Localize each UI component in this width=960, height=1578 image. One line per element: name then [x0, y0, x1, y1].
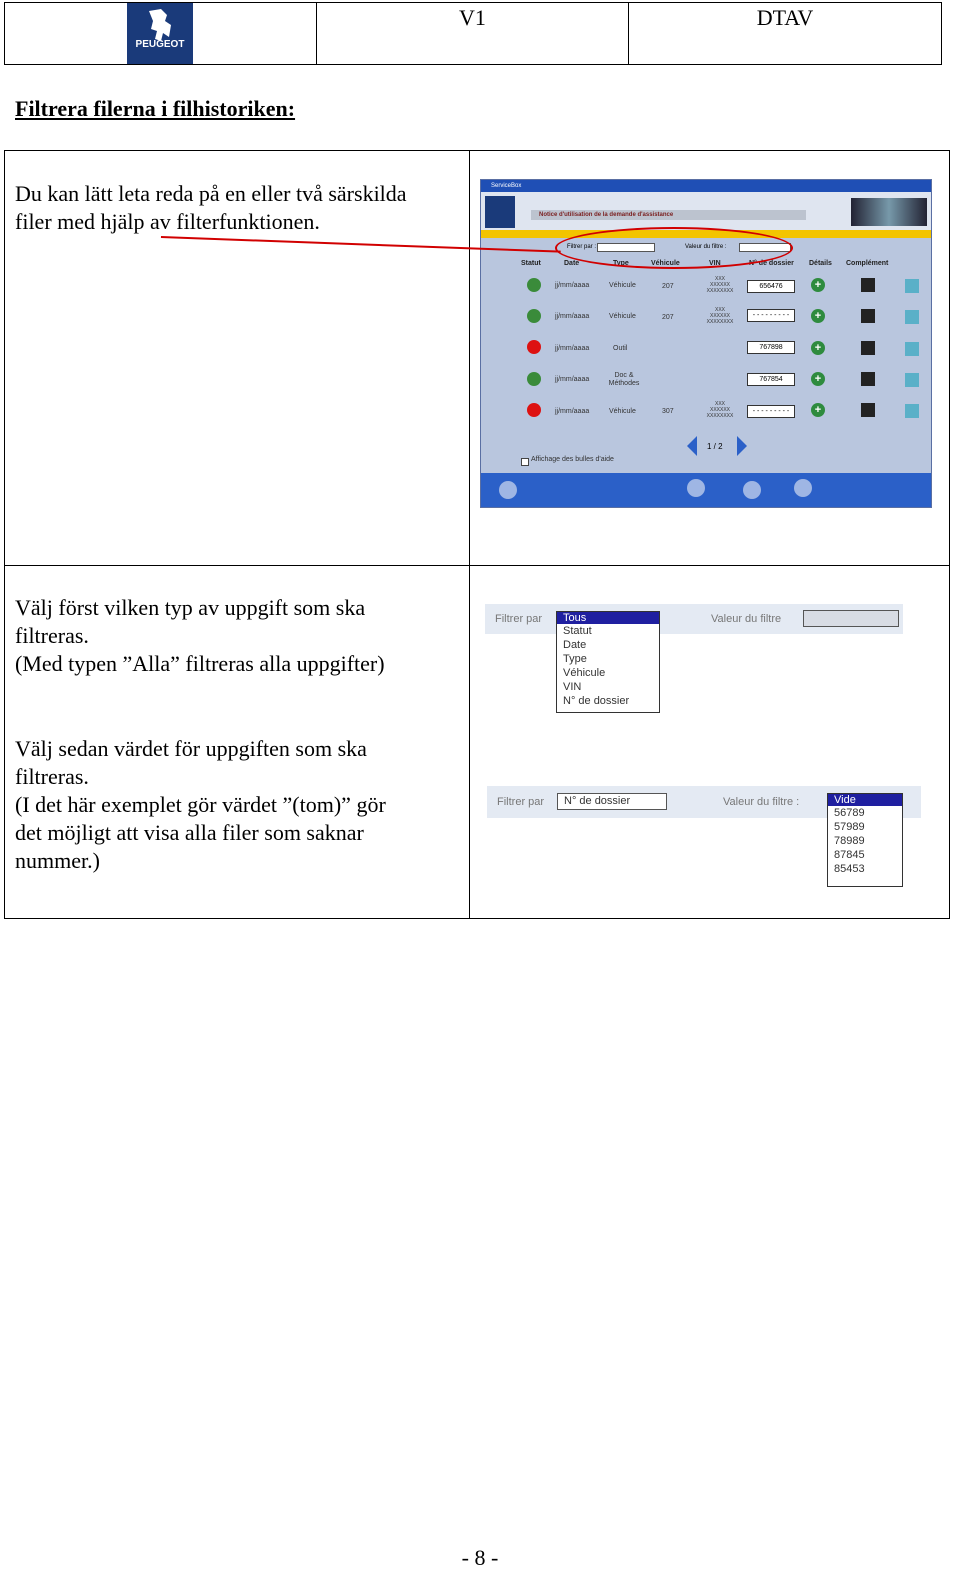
dropdown-option[interactable]: 87845 — [834, 849, 865, 861]
row-date: jj/mm/aaaa — [555, 408, 590, 415]
details-plus-icon[interactable]: + — [811, 278, 825, 292]
refresh-icon[interactable] — [905, 279, 919, 293]
row-type: Véhicule — [609, 282, 636, 289]
filter-value-label: Valeur du filtre — [711, 613, 782, 625]
app-footer — [481, 473, 931, 507]
col-dossier: N° de dossier — [749, 260, 794, 267]
row-dossier[interactable]: 767898 — [747, 341, 795, 354]
row-date: jj/mm/aaaa — [555, 345, 590, 352]
status-ok-icon — [527, 309, 541, 323]
col-vin: VIN — [709, 260, 721, 267]
refresh-icon[interactable] — [905, 404, 919, 418]
row-date: jj/mm/aaaa — [555, 282, 590, 289]
dropdown-option[interactable]: 78989 — [834, 835, 865, 847]
row-dossier[interactable]: 767854 — [747, 373, 795, 386]
page-indicator: 1 / 2 — [707, 442, 723, 451]
camera-icon[interactable] — [861, 278, 875, 292]
dropdown-option[interactable]: N° de dossier — [563, 695, 630, 707]
row-date: jj/mm/aaaa — [555, 376, 590, 383]
dropdown-selected[interactable]: Vide — [828, 794, 902, 806]
help-checkbox[interactable] — [521, 458, 529, 466]
department-cell: DTAV — [756, 5, 814, 30]
details-plus-icon[interactable]: + — [811, 372, 825, 386]
dropdown-option[interactable]: Statut — [563, 625, 592, 637]
row-vehicle: 207 — [662, 283, 674, 290]
row-dossier[interactable]: - - - - - - - - - — [747, 309, 795, 322]
filter-label: Filtrer par : — [567, 244, 597, 250]
row-type: Véhicule — [609, 408, 636, 415]
header-table — [4, 2, 942, 65]
camera-icon[interactable] — [861, 372, 875, 386]
row-dossier[interactable]: - - - - - - - - - — [747, 405, 795, 418]
details-plus-icon[interactable]: + — [811, 403, 825, 417]
status-alert-icon — [527, 403, 541, 417]
version-cell: V1 — [317, 3, 629, 64]
filter-value-dropdown[interactable] — [827, 793, 903, 887]
banner-image — [851, 198, 927, 226]
filter-value-label: Valeur du filtre : — [685, 244, 727, 250]
dropdown-option[interactable]: 57989 — [834, 821, 865, 833]
row1-text: Du kan lätt leta reda på en eller två särskilda filer med hjälp av filterfunktionen. — [15, 181, 407, 234]
status-ok-icon — [527, 372, 541, 386]
status-ok-icon — [527, 278, 541, 292]
dropdown-option[interactable]: Véhicule — [563, 667, 606, 679]
row2-text: Välj först vilken typ av uppgift som ska filtreras. (Med typen ”Alla” filtreras alla uppgifter) — [15, 595, 385, 676]
trash-icon[interactable] — [743, 481, 761, 499]
row-vin: XXX XXXXXX XXXXXXXX — [706, 276, 734, 294]
section-title: Filtrera filerna i filhistoriken: — [15, 96, 296, 121]
refresh-icon[interactable] — [905, 373, 919, 387]
row3-text: Välj sedan värdet för uppgiften som ska filtreras. (I det här exemplet gör värdet ”(tom)” gör det möjligt att visa alla filer som saknar nummer.) — [15, 736, 386, 873]
print-icon[interactable] — [687, 479, 705, 497]
filter-type-dropdown[interactable] — [556, 611, 660, 713]
dropdown-option[interactable]: Date — [563, 639, 587, 651]
dropdown-option[interactable]: 85453 — [834, 863, 865, 875]
filter-by-label: Filtrer par — [497, 796, 545, 808]
dropdown-option[interactable]: VIN — [563, 681, 582, 693]
col-date: Date — [564, 260, 580, 267]
col-details: Détails — [809, 260, 832, 267]
back-icon[interactable] — [499, 481, 517, 499]
annotation-ellipse — [555, 227, 793, 269]
col-complement: Complément — [846, 260, 889, 267]
refresh-icon[interactable] — [905, 342, 919, 356]
row-type: Doc & Méthodes — [608, 372, 640, 387]
row-vin: XXX XXXXXX XXXXXXXX — [706, 401, 734, 419]
status-alert-icon — [527, 340, 541, 354]
dropdown-option[interactable]: 56789 — [834, 807, 865, 819]
filter-type-select[interactable]: N° de dossier — [557, 793, 667, 810]
peugeot-logo: PEUGEOT — [127, 3, 193, 64]
col-statut: Statut — [521, 260, 541, 267]
row-type: Outil — [613, 345, 628, 352]
logo-cell — [5, 3, 317, 64]
dropdown-selected[interactable]: Tous — [557, 612, 659, 624]
filter-by-label: Filtrer par — [495, 613, 543, 625]
row-dossier[interactable]: 656476 — [747, 280, 795, 293]
col-type: Type — [613, 260, 629, 267]
row-vehicle: 207 — [662, 314, 674, 321]
details-plus-icon[interactable]: + — [811, 341, 825, 355]
row-type: Véhicule — [609, 313, 636, 320]
details-plus-icon[interactable]: + — [811, 309, 825, 323]
camera-icon[interactable] — [861, 309, 875, 323]
history-list — [481, 238, 931, 473]
filter-value-label: Valeur du filtre : — [723, 796, 800, 808]
filter-value-select[interactable] — [803, 610, 899, 627]
next-page-icon[interactable] — [737, 436, 747, 456]
row-vin: XXX XXXXXX XXXXXXXX — [706, 307, 734, 325]
dropdown-option[interactable]: Type — [563, 653, 587, 665]
help-checkbox-label: Affichage des bulles d'aide — [531, 456, 614, 463]
export-icon[interactable] — [794, 479, 812, 497]
page-number: - 8 - — [461, 1545, 499, 1570]
camera-icon[interactable] — [861, 403, 875, 417]
notice-link[interactable]: Notice d'utilisation de la demande d'assistance — [531, 210, 806, 220]
row-vehicle: 307 — [662, 408, 674, 415]
prev-page-icon[interactable] — [687, 436, 697, 456]
camera-icon[interactable] — [861, 341, 875, 355]
row-date: jj/mm/aaaa — [555, 313, 590, 320]
window-titlebar: ServiceBox — [481, 180, 931, 192]
filter-panel-type — [485, 604, 903, 634]
app-logo-icon — [485, 196, 515, 228]
col-vehicule: Véhicule — [651, 260, 680, 267]
refresh-icon[interactable] — [905, 310, 919, 324]
